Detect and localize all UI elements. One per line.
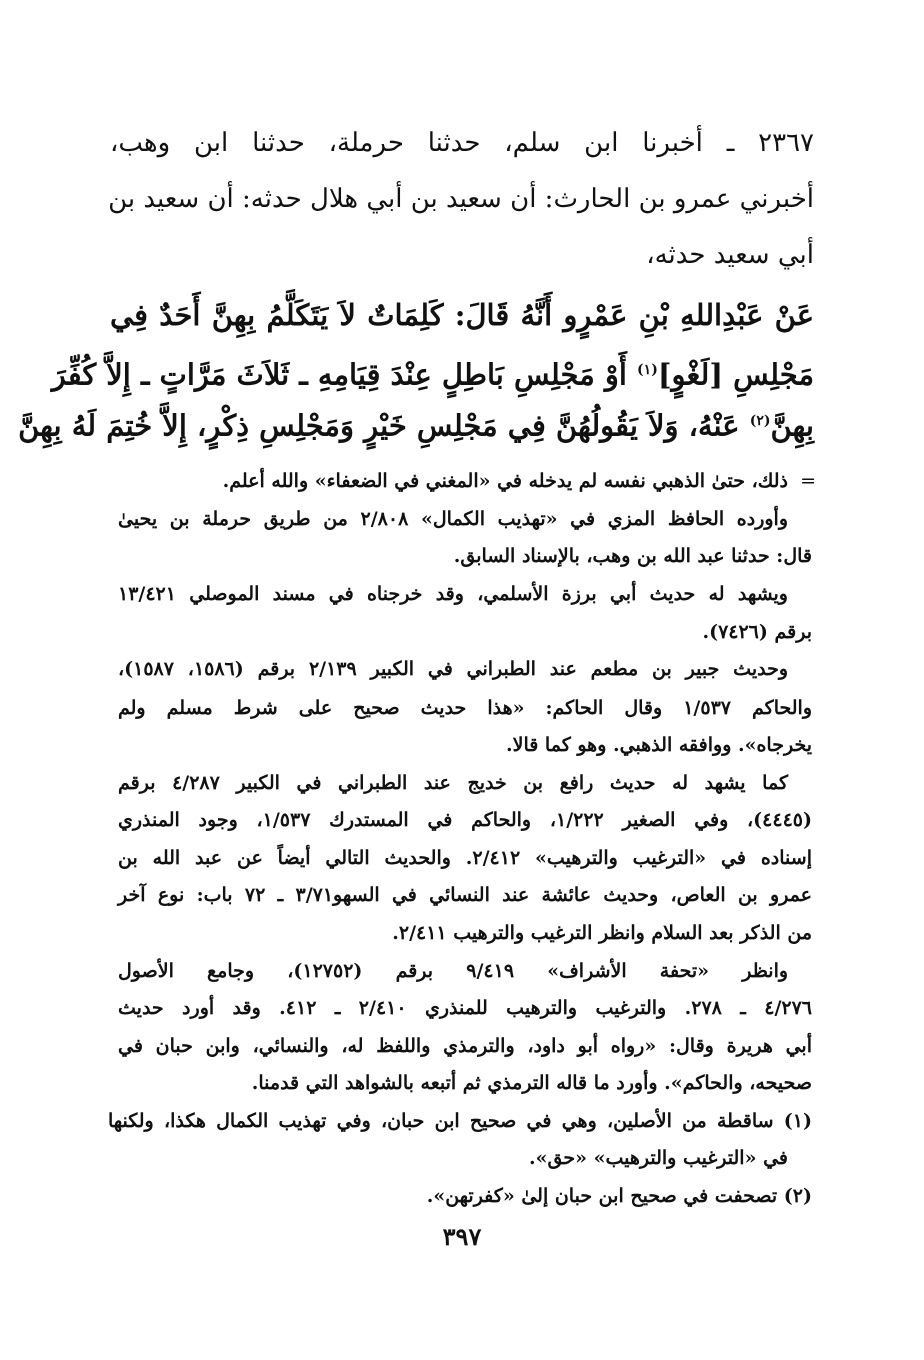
commentary-line-11: إسناده في «الترغيب والترهيب» ٢/٤١٢. والحديث التالي أيضاً عن عبد الله بن xyxy=(118,847,812,869)
page-number: ٣٩٧ xyxy=(442,1222,482,1251)
isnad-line-1: ٢٣٦٧ ـ أخبرنا ابن سلم، حدثنا حرملة، حدثنا ابن وهب، xyxy=(110,128,814,158)
commentary-line-16: أبي هريرة وقال: «رواه أبو داود، والترمذي واللفظ له، والنسائي، وابن حبان في xyxy=(118,1035,812,1057)
matn-line-2 xyxy=(51,353,814,392)
commentary-line-10: (٤٤٤٥)، وفي الصغير ١/٢٢٢، والحاكم في المستدرك ١/٥٣٧، وجود المنذري xyxy=(118,809,812,831)
footnote-1-line-2: في «الترغيب والترهيب» «حق». xyxy=(529,1147,788,1169)
commentary-line-17: صحيحه، والحاكم». وأورد ما قاله الترمذي ثم أتبعه بالشواهد التي قدمنا. xyxy=(251,1072,812,1094)
matn-line-2b: أَوْ مَجْلِسِ بَاطِلٍ عِنْدَ قِيَامِهِ ـ ثَلاَثَ مَرَّاتٍ ـ إِلاَّ كُفِّرَ xyxy=(51,357,638,392)
matn-line-1: عَنْ عَبْدِاللهِ بْنِ عَمْرٍو أَنَّهُ قَالَ: كَلِمَاتٌ لاَ يَتَكَلَّمُ بِهِنَّ أَحَدٌ فِي xyxy=(110,298,814,332)
footnote-1-line-1: (١) ساقطة من الأصلين، وهي في صحيح ابن حبان، وفي تهذيب الكمال هكذا، ولكنها xyxy=(108,1110,812,1132)
isnad-line-3: أبي سعيد حدثه، xyxy=(646,240,814,270)
commentary-line-2: وأورده الحافظ المزي في «تهذيب الكمال» ٢/٨٠٨ من طريق حرملة بن يحيىٰ xyxy=(118,508,788,530)
commentary-line-12: عمرو بن العاص، وحديث عائشة عند النسائي في السهو٣/٧١ ـ ٧٢ باب: نوع آخر xyxy=(118,884,812,906)
commentary-line-8: يخرجاه». ووافقه الذهبي. وهو كما قالا. xyxy=(506,734,812,756)
commentary-line-13: من الذكر بعد السلام وانظر الترغيب والترهيب ٢/٤١١. xyxy=(392,922,812,944)
matn-line-3b: عَنْهُ، وَلاَ يَقُولُهُنَّ فِي مَجْلِسِ خَيْرٍ وَمَجْلِسِ ذِكْرٍ، إِلاَّ خُتِمَ لَهُ بِهِنَّ xyxy=(18,408,750,443)
footnote-marker-1: (١) xyxy=(637,362,658,378)
isnad-line-2: أخبرني عمرو بن الحارث: أن سعيد بن أبي هلال حدثه: أن سعيد بن xyxy=(108,184,814,214)
commentary-line-3: قال: حدثنا عبد الله بن وهب، بالإسناد السابق. xyxy=(453,545,812,567)
footnote-2: (٢) تصحفت في صحيح ابن حبان إلىٰ «كفرتهن». xyxy=(426,1185,812,1207)
continuation-mark: = xyxy=(800,470,816,492)
commentary-line-6: وحديث جبير بن مطعم عند الطبراني في الكبير ٢/١٣٩ برقم (١٥٨٦، ١٥٨٧)، xyxy=(118,658,789,680)
commentary-line-1: ذلك، حتىٰ الذهبي نفسه لم يدخله في «المغني في الضعفاء» والله أعلم. xyxy=(222,470,788,492)
commentary-line-7: والحاكم ١/٥٣٧ وقال الحاكم: «هذا حديث صحيح على شرط مسلم ولم xyxy=(118,697,812,719)
matn-line-2a: مَجْلِسِ [لَغْوٍ] xyxy=(657,357,814,392)
commentary-line-15: ٤/٢٧٦ ـ ٢٧٨. والترغيب والترهيب للمنذري ٢/٤١٠ ـ ٤١٢. وقد أورد حديث xyxy=(118,997,813,1019)
matn-line-3 xyxy=(18,404,814,443)
footnote-marker-2: (٢) xyxy=(749,413,771,429)
commentary-line-9: كما يشهد له حديث رافع بن خديج عند الطبراني في الكبير ٤/٢٨٧ برقم xyxy=(118,772,788,794)
commentary-line-5: برقم (٧٤٢٦). xyxy=(702,621,812,643)
commentary-line-14: وانظر «تحفة الأشراف» ٩/٤١٩ برقم (١٢٧٥٢)، وجامع الأصول xyxy=(118,960,789,982)
matn-line-3a: بِهِنَّ xyxy=(770,408,814,443)
commentary-line-4: ويشهد له حديث أبي برزة الأسلمي، وقد خرجناه في مسند الموصلي ١٣/٤٢١ xyxy=(118,583,788,605)
